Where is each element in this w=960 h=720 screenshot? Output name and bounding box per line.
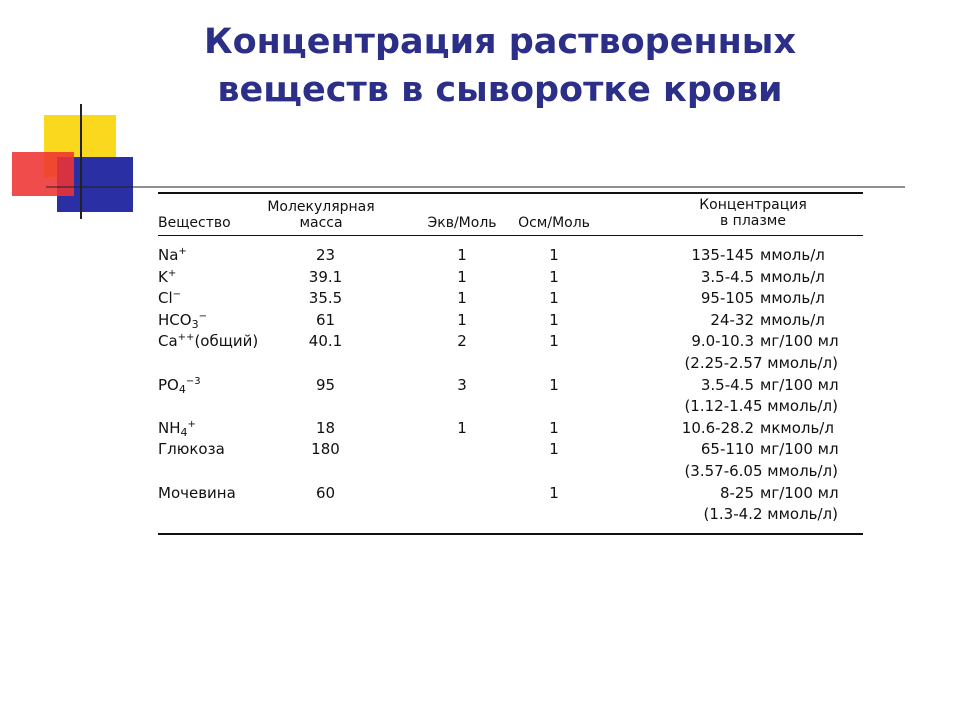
eq-per-mol: 2: [457, 332, 467, 351]
slide-title: [150, 18, 850, 114]
substance-base: Na: [158, 246, 179, 264]
molecular-mass: 95: [315, 375, 336, 394]
osm-per-mol: 1: [549, 289, 559, 308]
osm-per-mol: 1: [549, 440, 559, 459]
substance-name: [158, 309, 207, 331]
red-square: [12, 152, 74, 196]
substance-suffix: (общий): [194, 332, 259, 351]
concentration-alt-value: (1.3-4.2 ммоль/л): [703, 505, 838, 524]
concentration-unit: мг/100 мл: [760, 483, 839, 502]
yellow-square: [44, 115, 116, 177]
concentration-value: 8-25: [719, 483, 754, 502]
concentration-value: 135-145: [691, 246, 754, 264]
eq-per-mol: 1: [457, 267, 467, 286]
eq-per-mol: 1: [457, 246, 467, 264]
concentration-unit: мг/100 мл: [760, 332, 839, 351]
header-concentration-line-1: Концентрация: [699, 197, 807, 213]
osm-per-mol: 1: [549, 310, 559, 329]
substance-charge: −: [172, 289, 182, 301]
molecular-mass: 23: [315, 246, 336, 264]
concentration-value: 3.5-4.5: [700, 375, 754, 394]
molecular-mass: 35.5: [308, 289, 343, 308]
concentration-alt-value: (2.25-2.57 ммоль/л): [684, 354, 838, 372]
substance-base: HCO: [158, 310, 192, 329]
concentration-value: 65-110: [700, 440, 754, 459]
substance-name: [158, 266, 176, 288]
concentration-alt-value: (1.12-1.45 ммоль/л): [684, 397, 838, 416]
header-mass-line-1: Молекулярная: [267, 199, 375, 215]
eq-per-mol: 3: [457, 375, 467, 394]
substance-base: NH: [158, 418, 181, 437]
header-concentration-line-2: в плазме: [719, 213, 786, 229]
substance-name: [158, 330, 258, 352]
substance-charge: +: [178, 246, 187, 257]
concentration-value: 24-32: [710, 310, 754, 329]
concentration-value: 95-105: [700, 289, 754, 308]
osm-per-mol: 1: [549, 246, 559, 264]
molecular-mass: 60: [315, 483, 336, 502]
substance-base: Мочевина: [158, 483, 236, 502]
blue-square: [57, 157, 133, 212]
molecular-mass: 180: [311, 440, 340, 459]
header-mass-line-2: масса: [299, 215, 343, 231]
molecular-mass: 61: [315, 310, 336, 329]
substance-charge: ++: [177, 332, 195, 344]
substance-charge: +: [187, 418, 196, 430]
osm-per-mol: 1: [549, 267, 559, 286]
molecular-mass: 40.1: [308, 332, 343, 351]
concentration-value: 10.6-28.2: [681, 418, 754, 437]
substance-name: [158, 287, 181, 309]
osm-per-mol: 1: [549, 375, 559, 394]
osm-per-mol: 1: [549, 332, 559, 351]
substance-name: [158, 482, 236, 504]
concentration-value: 9.0-10.3: [691, 332, 754, 351]
concentration-unit: мг/100 мл: [760, 375, 839, 394]
header-substance: Вещество: [158, 215, 231, 231]
substance-base: Ca: [158, 332, 178, 351]
slide-title-line-1: Концентрация растворенных: [203, 22, 797, 62]
osm-per-mol: 1: [549, 483, 559, 502]
concentration-unit: ммоль/л: [760, 267, 825, 286]
concentration-unit: мг/100 мл: [760, 440, 839, 459]
eq-per-mol: 1: [457, 418, 467, 437]
table-header-rule: [158, 235, 863, 236]
osm-per-mol: 1: [549, 418, 559, 437]
header-osm-per-mol: Осм/Моль: [518, 215, 590, 231]
header-eq-per-mol: Экв/Моль: [427, 215, 497, 231]
slide-title-line-2: веществ в сыворотке крови: [217, 70, 783, 110]
concentration-unit: ммоль/л: [760, 310, 825, 329]
table-top-rule: [158, 192, 863, 194]
substance-name: [158, 244, 187, 266]
eq-per-mol: 1: [457, 289, 467, 308]
substance-base: K: [158, 267, 168, 286]
substance-name: [158, 438, 225, 460]
substance-subscript: 4: [178, 382, 186, 396]
substance-base: Глюкоза: [158, 440, 225, 459]
concentration-unit: мкмоль/л: [760, 418, 834, 437]
eq-per-mol: 1: [457, 310, 467, 329]
substance-subscript: 4: [180, 425, 188, 439]
substance-charge: +: [167, 267, 177, 279]
concentration-value: 3.5-4.5: [700, 267, 754, 286]
substance-name: [158, 417, 196, 439]
substance-charge: −: [198, 310, 207, 322]
substance-charge: −3: [185, 375, 201, 387]
serum-concentration-table: [158, 192, 863, 537]
molecular-mass: 18: [315, 418, 336, 437]
substance-base: PO: [158, 375, 179, 394]
concentration-unit: ммоль/л: [760, 289, 825, 308]
substance-name: [158, 374, 201, 396]
table-bottom-rule: [158, 533, 863, 535]
concentration-alt-value: (3.57-6.05 ммоль/л): [684, 462, 838, 480]
substance-base: Cl: [158, 289, 173, 308]
substance-subscript: 3: [191, 317, 199, 331]
molecular-mass: 39.1: [308, 267, 343, 286]
concentration-unit: ммоль/л: [760, 246, 825, 264]
